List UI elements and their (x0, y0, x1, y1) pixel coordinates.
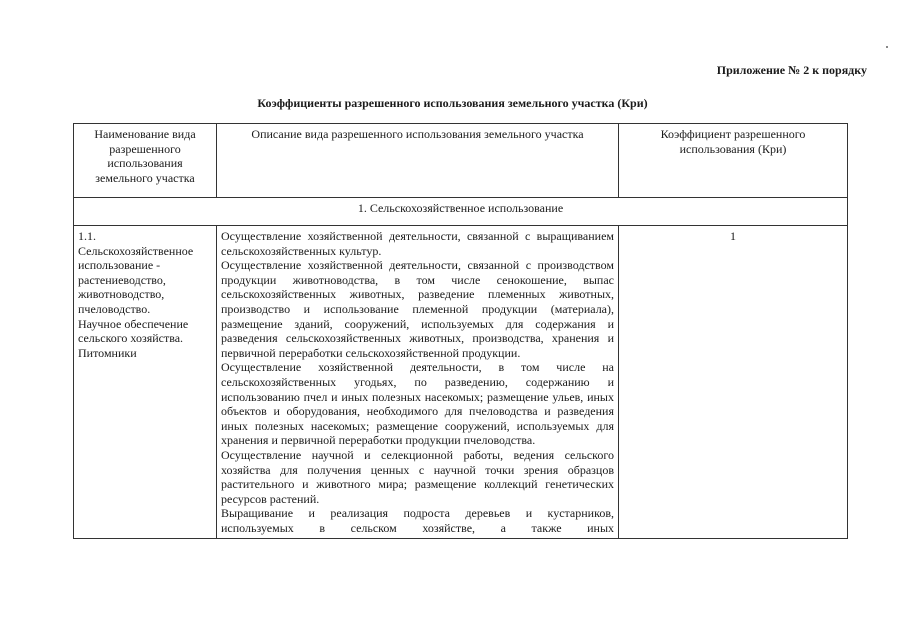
scan-speck (886, 46, 888, 48)
use-name: Сельскохозяйственное использование - растениеводство, животноводство, пчеловодство. (78, 243, 194, 316)
description-paragraph: Выращивание и реализация подроста деревьев и кустарников, используемых в сельском хозяйстве, а также иных (221, 506, 614, 535)
description-paragraph: Осуществление хозяйственной деятельности, связанной с производством продукции животноводства, в том числе сенокошение, выпас сельскохозяйственных животных, разведение племенных животных, производство и использование племенной продукции (материала), размещение зданий, сооружений, используемых для содержания и разведения сельскохозяйственных животных, производства, хранения и первичной переработки сельскохозяйственной продукции. (221, 258, 614, 360)
description-paragraph: Осуществление хозяйственной деятельности, связанной с выращиванием сельскохозяйственных культур. (221, 229, 614, 258)
use-description-cell (217, 226, 619, 539)
table-row (74, 226, 848, 539)
table-header-row (74, 124, 848, 198)
coefficient-value: 1 (619, 226, 848, 539)
use-name-science: Научное обеспечение сельского хозяйства. (78, 316, 189, 346)
description-paragraph: Осуществление научной и селекционной работы, ведения сельского хозяйства для получения ценных с научной точки зрения образцов растительного и животного мира; размещение коллекций генетических ресурсов растений. (221, 447, 614, 506)
section-title: 1. Сельскохозяйственное использование (74, 198, 848, 226)
document-title: Коэффициенты разрешенного использования земельного участка (Кри) (257, 96, 648, 110)
section-row (74, 198, 848, 226)
description-paragraph: Осуществление хозяйственной деятельности, в том числе на сельскохозяйственных угодьях, по разведению, содержанию и использованию пчел и иных полезных насекомых; размещение ульев, иных объектов и оборудования, необходимого для пчеловодства и разведения иных полезных насекомых; размещение сооружений, используемых для хранения и первичной переработки продукции пчеловодства. (221, 360, 614, 448)
use-code: 1.1. (78, 229, 96, 243)
coefficients-table (73, 123, 848, 539)
column-header-description: Описание вида разрешенного использования земельного участка (217, 124, 619, 198)
use-name-nursery: Питомники (78, 345, 137, 360)
annex-label: Приложение № 2 к порядку (716, 63, 867, 77)
column-header-name: Наименование вида разрешенного использования земельного участка (74, 124, 217, 198)
column-header-coefficient: Коэффициент разрешенного использования (Кри) (619, 124, 848, 198)
use-name-cell (74, 226, 217, 539)
